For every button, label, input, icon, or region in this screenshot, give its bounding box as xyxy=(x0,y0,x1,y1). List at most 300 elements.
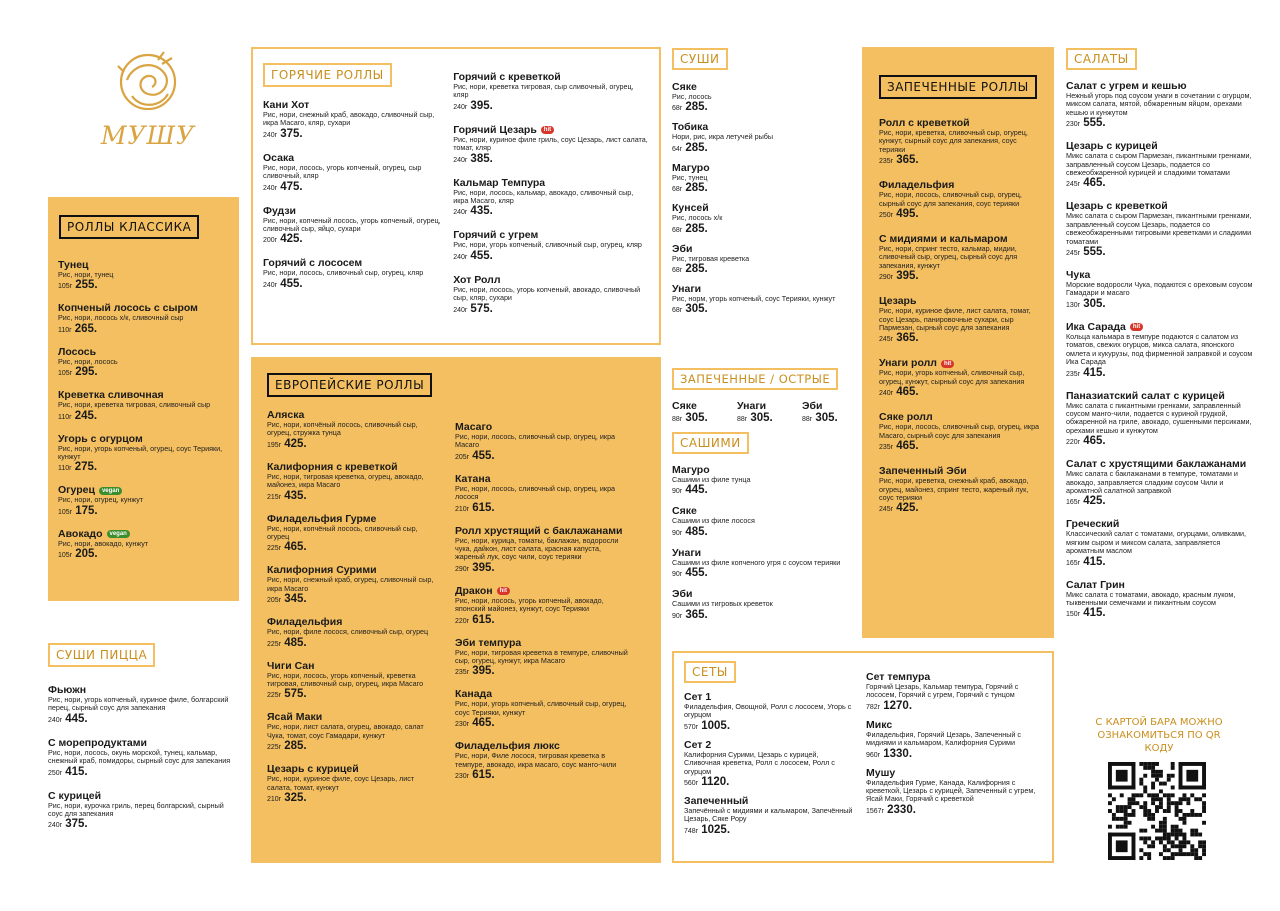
item-name-text: Филадельфия xyxy=(879,179,955,192)
item-description: Запечённый с мидиями и кальмаром, Запечённый Цезарь, Сяке Рору xyxy=(684,806,853,824)
item-weight: 105г xyxy=(58,283,73,291)
item-description: Рис, нори, копченый лосось, угорь копченый, огурец, сливочный сыр, яйцо, сухари xyxy=(263,215,441,234)
menu-item xyxy=(455,637,630,680)
item-price-line xyxy=(455,562,630,576)
item-weight: 90г xyxy=(672,529,683,537)
menu-item xyxy=(1066,458,1256,509)
item-name xyxy=(684,739,854,751)
item-price: 365. xyxy=(896,332,919,345)
item-weight: 130г xyxy=(1066,301,1081,309)
sets-list-right xyxy=(866,671,1041,843)
item-name xyxy=(455,525,630,537)
item-price: 615. xyxy=(472,613,495,626)
item-description: Рис, нори, Филе лосося, тигровая креветка в темпуре, авокадо, икра масаго, соус манго-чили xyxy=(455,751,617,769)
item-price: 495. xyxy=(896,208,919,221)
menu-item xyxy=(672,547,852,581)
item-price: 1005. xyxy=(701,719,731,732)
item-name-text: Копченый лосось с сыром xyxy=(58,302,198,315)
item-name-text: Микс xyxy=(866,718,893,731)
item-weight: 240г xyxy=(453,209,468,217)
menu-item xyxy=(58,433,229,476)
item-name-text: Филадельфия Гурме xyxy=(267,512,377,525)
sushi-title: СУШИ xyxy=(672,48,728,70)
item-name-text: Эби xyxy=(672,588,693,601)
item-price-line xyxy=(879,154,1044,168)
item-description: Рис, нори, тунец xyxy=(58,270,114,279)
item-price-line xyxy=(267,637,437,651)
item-name-text: Горячий с лососем xyxy=(263,257,363,270)
item-price-line xyxy=(267,740,437,754)
item-name-text: Хот Ролл xyxy=(453,273,501,286)
hot-rolls-section xyxy=(251,47,661,345)
item-description: Рис, нори, креветка тигровая, сыр сливочный, огурец, кляр xyxy=(453,82,634,100)
item-price-line xyxy=(672,182,852,196)
item-name: Сяке xyxy=(672,400,697,412)
menu-item xyxy=(267,409,437,452)
item-name-text: Горячий Цезарь xyxy=(453,123,537,136)
menu-item xyxy=(58,302,229,336)
item-name-text: С морепродуктами xyxy=(48,736,147,749)
item-price-line xyxy=(737,412,792,426)
item-price-line xyxy=(58,505,229,519)
menu-item xyxy=(672,400,727,426)
menu-item xyxy=(267,616,437,650)
item-price: 305. xyxy=(685,412,708,424)
item-name xyxy=(453,124,649,136)
item-price-line xyxy=(879,332,1044,346)
item-price: 305. xyxy=(685,303,708,316)
item-price: 285. xyxy=(685,263,708,276)
item-price: 465. xyxy=(1083,435,1106,448)
item-price-line xyxy=(672,263,852,277)
item-weight: 68г xyxy=(672,307,683,315)
item-weight: 290г xyxy=(455,565,470,573)
item-price: 425. xyxy=(280,233,303,246)
item-price: 395. xyxy=(472,665,495,678)
item-name-text: Запеченный xyxy=(684,795,749,808)
menu-item xyxy=(263,152,441,195)
item-description: Рис, нори, креветка, сливочный сыр, огурец, кунжут, сырный соус для запекания, соус терияки xyxy=(879,128,1028,154)
item-description: Филадельфия Гурме, Канада, Калифорния с креветкой, Цезарь с курицей, Запеченный с угрем, Ясай Маки, Горячий с креветкой xyxy=(866,777,1036,804)
menu-item xyxy=(866,719,1041,762)
item-price: 425. xyxy=(284,437,307,450)
menu-item xyxy=(453,71,649,114)
item-name xyxy=(672,162,852,174)
item-description: Микс салата с томатами, авокадо, красным луком, тыквенными семечками и пикантным соусом xyxy=(1066,589,1236,607)
classic-rolls-title: РОЛЛЫ КЛАССИКА xyxy=(59,215,199,239)
item-description: Рис, нори, креветка тигровая, сливочный сыр xyxy=(58,400,211,410)
item-description: Рис, нори, лосось, сливочный сыр, огурец, кляр xyxy=(263,268,424,278)
item-weight: 220г xyxy=(455,617,470,625)
item-price: 415. xyxy=(65,765,88,778)
item-description: Рис, норм, угорь копченый, соус Терияки, кунжут xyxy=(672,294,836,304)
item-weight: 782г xyxy=(866,703,881,711)
item-weight: 165г xyxy=(1066,499,1081,507)
item-price: 415. xyxy=(1083,607,1106,620)
salads-title: САЛАТЫ xyxy=(1066,48,1137,70)
item-price-line xyxy=(455,614,630,628)
item-name-text: Креветка сливочная xyxy=(58,389,164,402)
item-description: Рис, нори, лист салата, огурец, авокадо, салат Чука, томат, соус Гамадари, кунжут xyxy=(267,722,424,740)
item-price-line xyxy=(48,818,238,832)
item-name-text: С мидиями и кальмаром xyxy=(879,233,1008,246)
item-price-line xyxy=(1066,435,1256,449)
baked-spicy-section xyxy=(672,368,852,428)
item-price-line xyxy=(48,713,238,727)
menu-item xyxy=(48,790,238,833)
item-name-text: Магуро xyxy=(672,161,710,174)
item-price: 325. xyxy=(284,792,307,805)
item-price-line xyxy=(672,412,727,426)
menu-item xyxy=(263,257,441,291)
item-name-text: Кани Хот xyxy=(263,99,310,111)
item-description: Рис, нори, лосось, сливочный сыр, огурец, икра Масаго xyxy=(455,432,616,450)
item-description: Рис, нори, лосось, сливочный сыр, огурец, икра Масаго, сырный соус для запекания xyxy=(879,422,1040,440)
item-weight: 215г xyxy=(267,493,282,501)
european-rolls-list xyxy=(267,409,645,815)
item-price-line xyxy=(672,484,852,498)
item-price: 1270. xyxy=(883,699,913,712)
menu-item xyxy=(48,684,238,727)
item-weight: 240г xyxy=(453,103,468,111)
baked-spicy-title: ЗАПЕЧЕННЫЕ / ОСТРЫЕ xyxy=(672,368,838,390)
item-description: Рис, нори, креветка, снежный краб, авокадо, огурец, майонез, спринг тесто, жареный лук, соус терияки xyxy=(879,476,1029,502)
item-weight: 240г xyxy=(879,390,894,398)
european-rolls-section xyxy=(251,357,661,863)
salads-section xyxy=(1066,48,1256,708)
qr-code-icon[interactable] xyxy=(1108,762,1206,860)
item-weight: 245г xyxy=(1066,250,1081,258)
item-weight: 235г xyxy=(879,158,894,166)
menu-item xyxy=(455,421,630,464)
item-price-line xyxy=(1066,367,1256,381)
item-name-text: Ролл с креветкой xyxy=(879,117,970,129)
item-description: Классический салат с томатами, огурцами, оливками, мягким сыром и миксом салата, заправляется ароматным маслом xyxy=(1066,529,1247,556)
item-description: Нежный угорь под соусом унаги в сочетании с огурцом, миксом салата, мятой, обжаренным яйцом, орехами кешью и кунжутом xyxy=(1066,91,1252,117)
sushi-pizza-section xyxy=(48,643,238,873)
item-price-line xyxy=(267,438,437,452)
baked-rolls-section xyxy=(862,47,1054,638)
item-price: 445. xyxy=(685,484,708,497)
item-name-text: Кунсей xyxy=(672,202,709,215)
item-name xyxy=(58,433,229,445)
item-weight: 240г xyxy=(48,716,63,724)
item-name-text: Греческий xyxy=(1066,518,1120,531)
dragon-icon xyxy=(110,46,186,122)
item-name-text: Кальмар Темпура xyxy=(453,176,546,189)
item-price: 555. xyxy=(1083,117,1106,130)
item-price: 245. xyxy=(74,409,98,422)
menu-item xyxy=(866,671,1041,714)
item-price-line xyxy=(267,593,437,607)
menu-item xyxy=(879,357,1044,400)
item-name-text: Сяке xyxy=(672,505,697,518)
item-name-text: Паназиатский салат с курицей xyxy=(1066,389,1225,402)
item-description: Рис, нори, снежный краб, авокадо, сливочный сыр, икра Масаго, кляр, сухари xyxy=(263,110,435,128)
item-price: 435. xyxy=(470,205,493,218)
item-weight: 240г xyxy=(263,184,278,192)
item-weight: 245г xyxy=(1066,181,1081,189)
item-price-line xyxy=(455,769,630,783)
item-price: 2330. xyxy=(887,803,916,816)
item-description: Рис, лосось xyxy=(672,92,712,101)
menu-item xyxy=(879,179,1044,222)
item-price: 305. xyxy=(1083,297,1106,310)
item-price: 465. xyxy=(284,541,307,554)
item-name-text: Салат с хрустящими баклажанами xyxy=(1066,458,1247,471)
item-name xyxy=(263,205,441,217)
menu-item xyxy=(672,588,852,622)
item-name: Эби xyxy=(802,400,823,412)
item-name-text: Унаги xyxy=(672,546,702,559)
item-price-line xyxy=(1066,177,1256,191)
item-price-line xyxy=(866,804,1041,818)
item-price: 205. xyxy=(75,548,98,561)
item-weight: 235г xyxy=(455,669,470,677)
item-price-line xyxy=(58,410,229,424)
item-weight: 105г xyxy=(58,508,73,516)
menu-item xyxy=(672,464,852,498)
sushi-pizza-title: СУШИ ПИЦЦА xyxy=(48,643,155,667)
item-price-line xyxy=(455,665,630,679)
menu-item xyxy=(453,177,649,220)
item-price-line xyxy=(455,717,630,731)
item-name-text: Аляска xyxy=(267,409,305,421)
menu-item xyxy=(453,124,649,167)
menu-item xyxy=(879,233,1044,284)
item-weight: 225г xyxy=(267,692,282,700)
item-price-line xyxy=(684,776,854,790)
item-price-line xyxy=(48,766,238,780)
item-description: Рис, нори, лосось, угорь копченый, авокадо, сливочный сыр, кляр, сухари xyxy=(453,284,641,303)
item-name-text: Масаго xyxy=(455,421,493,433)
menu-item xyxy=(672,121,852,155)
sushi-list xyxy=(672,81,852,317)
item-price-line xyxy=(58,548,229,562)
item-name-text: Унаги xyxy=(672,283,702,296)
menu-item xyxy=(672,162,852,196)
menu-item xyxy=(879,411,1044,454)
item-name-text: Сет 2 xyxy=(684,738,712,751)
item-weight: 195г xyxy=(267,441,282,449)
item-description: Микс салата с сыром Пармезан, пикантными гренками, заправленный соусом Цезарь, подается со свежеобжаренными тигровыми креветками и сладкими томатами xyxy=(1066,211,1252,246)
menu-item xyxy=(672,283,852,317)
item-weight: 210г xyxy=(267,796,282,804)
menu-item xyxy=(58,484,229,518)
item-name-text: Чука xyxy=(1066,269,1091,282)
item-description: Горячий Цезарь, Кальмар темпура, Горячий с лососем, Горячий с угрем, Горячий с тунцом xyxy=(866,682,1019,700)
item-price-line xyxy=(879,208,1044,222)
item-weight: 105г xyxy=(58,370,73,378)
item-weight: 230г xyxy=(455,721,470,729)
item-price: 575. xyxy=(284,688,307,701)
item-name xyxy=(453,177,649,189)
item-description: Микс салата с сыром Пармезан, пикантными гренками, заправленный соусом Цезарь, подается со свежеобжаренной курицей и сладкими томатами xyxy=(1066,151,1252,178)
item-name xyxy=(455,637,630,649)
item-price-line xyxy=(879,440,1044,454)
item-price: 305. xyxy=(750,412,773,424)
salads-list xyxy=(1066,80,1256,621)
item-name xyxy=(672,243,852,255)
item-name-text: Огурец xyxy=(58,484,95,497)
sets-list-left xyxy=(684,691,854,843)
item-price-line xyxy=(802,412,842,426)
item-price-line xyxy=(453,153,649,167)
item-description: Рис, нори, лосось, угорь копченый, авокадо, японский майонез, кунжут, соус Терияки xyxy=(455,595,604,614)
item-description: Рис, нори, огурец, кунжут xyxy=(58,495,144,505)
item-weight: 105г xyxy=(58,552,73,560)
item-price-line xyxy=(455,450,630,464)
classic-rolls-list xyxy=(58,259,229,562)
item-price-line xyxy=(1066,556,1256,570)
item-description: Морские водоросли Чука, подаются с ореховым соусом Гамадари и масаго xyxy=(1066,280,1253,298)
item-weight: 165г xyxy=(1066,559,1081,567)
item-weight: 240г xyxy=(453,156,468,164)
item-price: 435. xyxy=(284,489,307,502)
item-weight: 68г xyxy=(672,267,683,275)
item-weight: 68г xyxy=(672,105,683,113)
item-price: 1120. xyxy=(701,776,730,789)
item-price-line xyxy=(1066,117,1256,131)
sashimi-title: САШИМИ xyxy=(672,432,749,454)
menu-item xyxy=(455,688,630,731)
menu-item xyxy=(1066,390,1256,450)
sushi-section xyxy=(672,48,852,358)
item-name-text: Катана xyxy=(455,472,491,485)
item-price: 475. xyxy=(280,180,303,193)
menu-item xyxy=(267,711,437,754)
item-name-text: Угорь с огурцом xyxy=(58,432,143,445)
menu-item xyxy=(1066,579,1256,622)
hit-badge: hit xyxy=(541,126,554,134)
menu-item xyxy=(1066,140,1256,191)
item-name xyxy=(455,473,630,485)
hit-badge: hit xyxy=(941,360,954,368)
menu-item xyxy=(672,505,852,539)
item-price: 295. xyxy=(75,366,98,379)
item-name-text: Цезарь с курицей xyxy=(267,763,359,776)
item-description: Рис, нори, тигровая креветка, огурец, авокадо, майонез, икра Масаго xyxy=(267,471,424,490)
item-weight: 220г xyxy=(1066,439,1081,447)
item-price-line xyxy=(672,609,852,623)
item-weight: 240г xyxy=(453,306,468,314)
item-name xyxy=(267,513,437,525)
item-weight: 235г xyxy=(879,444,894,452)
column-right xyxy=(453,71,649,327)
column-left xyxy=(263,99,441,327)
menu-item xyxy=(263,205,441,248)
item-price: 1330. xyxy=(883,747,913,760)
item-price-line xyxy=(263,128,441,142)
item-description: Рис, нори, лосось, угорь копченый, огурец, сыр сливочный, кляр xyxy=(263,162,422,181)
menu-item xyxy=(737,400,792,426)
item-price: 415. xyxy=(1083,366,1106,379)
item-weight: 290г xyxy=(879,274,894,282)
item-price-line xyxy=(58,279,229,293)
menu-item xyxy=(1066,321,1256,381)
item-weight: 570г xyxy=(684,723,699,731)
item-description: Рис, нори, угорь копченый, огурец, соус Терияки, кунжут xyxy=(58,443,223,462)
item-description: Рис, лосось х/к xyxy=(672,213,723,223)
sashimi-section xyxy=(672,432,852,652)
item-price-line xyxy=(453,100,649,114)
menu-item xyxy=(672,202,852,236)
item-description: Сашими из филе копченого угря с соусом терияки xyxy=(672,557,841,567)
menu-item xyxy=(866,767,1041,818)
item-name-text: Сет темпура xyxy=(866,671,931,683)
menu-item xyxy=(879,465,1044,516)
item-description: Рис, нори, снежный краб, огурец, сливочный сыр, икра Масаго xyxy=(267,575,434,593)
menu-item xyxy=(453,274,649,317)
item-description: Рис, нори, спринг тесто, кальмар, мидии, сливочный сыр, огурец, сырный соус для запекания, кунжут xyxy=(879,244,1018,270)
item-name-text: Эби темпура xyxy=(455,636,522,649)
item-description: Сашими из филе тунца xyxy=(672,475,751,484)
item-price-line xyxy=(672,223,852,237)
item-price: 455. xyxy=(472,449,495,462)
item-price: 285. xyxy=(284,740,307,753)
item-price-line xyxy=(684,824,854,838)
item-price: 465. xyxy=(472,717,495,730)
item-name-text: Салат с угрем и кешью xyxy=(1066,80,1187,92)
item-weight: 240г xyxy=(453,253,468,261)
item-price: 375. xyxy=(280,127,303,140)
item-weight: 250г xyxy=(879,212,894,220)
item-price-line xyxy=(267,541,437,555)
item-price: 485. xyxy=(685,525,708,538)
item-description: Рис, нори, угорь копченый, куриное филе, болгарский перец, сырный соус для запекания xyxy=(48,695,229,713)
menu-item xyxy=(1066,269,1256,312)
item-weight: 960г xyxy=(866,751,881,759)
item-description: Филадельфия, Горячий Цезарь, Запеченный с мидиями и кальмаром, Калифорния Сурими xyxy=(866,729,1021,748)
item-price: 175. xyxy=(75,504,98,517)
item-name-text: Калифорния Сурими xyxy=(267,564,377,577)
item-weight: 225г xyxy=(267,640,282,648)
item-description: Рис, нори, куриное филе, лист салата, томат, соус Цезарь, панировочные сухари, сыр Пармезан, сырный соус для запекания xyxy=(879,306,1031,333)
menu-item xyxy=(802,400,842,426)
item-name xyxy=(1066,579,1256,591)
item-description: Рис, нори, копчёный лосось, сливочный сыр, огурец, стружка тунца xyxy=(267,420,418,438)
item-name xyxy=(263,152,441,164)
sashimi-list xyxy=(672,464,852,623)
sets-section xyxy=(672,651,1054,863)
classic-rolls-section xyxy=(48,197,239,601)
item-price: 455. xyxy=(280,277,303,290)
menu-item xyxy=(455,585,630,628)
item-description: Калифорния Сурими, Цезарь с курицей, Сливочная креветка, Ролл с лососем, Ролл с огурцом xyxy=(684,749,835,776)
item-price-line xyxy=(453,303,649,317)
item-price-line xyxy=(267,688,437,702)
item-name xyxy=(672,547,852,559)
item-name-text: Унаги ролл xyxy=(879,357,937,370)
item-price: 455. xyxy=(685,567,708,580)
item-weight: 240г xyxy=(263,281,278,289)
item-name: Унаги xyxy=(737,400,767,412)
brand-name: МУШУ xyxy=(100,121,196,150)
item-price: 375. xyxy=(65,818,88,831)
menu-item xyxy=(267,513,437,556)
item-description: Рис, нори, лосось, угорь копченый, креветка тигровая, сливочный сыр, огурец, икра Масаго xyxy=(267,670,424,689)
item-weight: 200г xyxy=(263,237,278,245)
baked-rolls-title: ЗАПЕЧЕННЫЕ РОЛЛЫ xyxy=(879,75,1037,99)
item-name xyxy=(48,790,238,802)
item-price: 285. xyxy=(685,182,708,195)
item-price-line xyxy=(267,792,437,806)
item-description: Сашими из тигровых креветок xyxy=(672,599,773,609)
item-price-line xyxy=(879,270,1044,284)
item-description: Микс салата с пикантными гренками, заправленный соусом манго-чили, подается с куриной грудкой, обжаренной на гриле, авокадо, сушенными персиками, орехами кешью и кунжутом xyxy=(1066,400,1252,435)
item-name-text: Осака xyxy=(263,151,295,164)
item-price: 385. xyxy=(470,152,493,165)
